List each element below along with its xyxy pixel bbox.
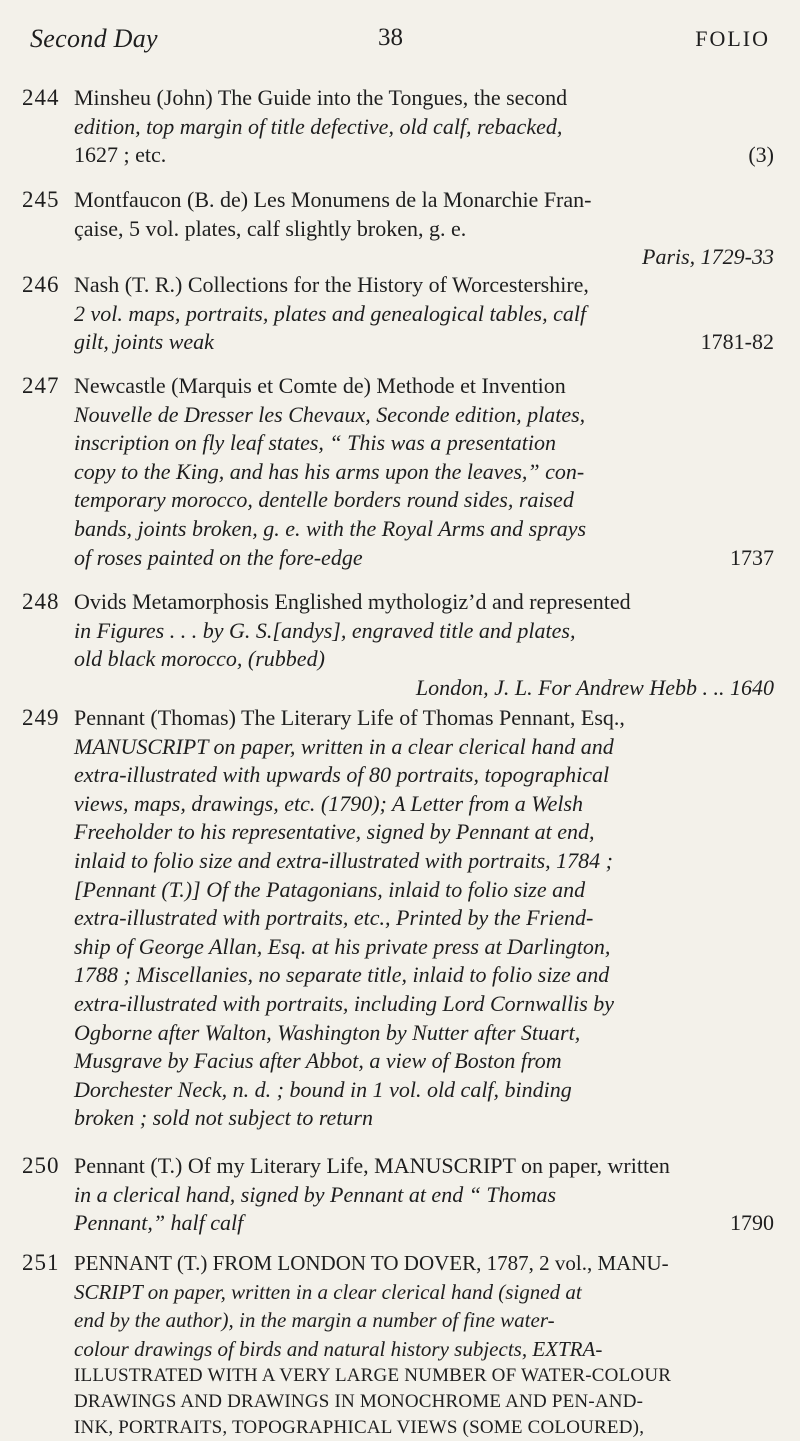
lot-line: in Figures . . . by G. S.[andys], engraved title and plates, [74,617,576,643]
lot-description [74,1152,774,1238]
lot-line: INK, PORTRAITS, TOPOGRAPHICAL VIEWS (SOME COLOURED), [74,1417,645,1439]
lot-line: colour drawings of birds and natural history subjects, EXTRA- [74,1336,603,1361]
lot-line: views, maps, drawings, etc. (1790); A Letter from a Welsh [74,790,584,816]
lot-line: SCRIPT on paper, written in a clear clerical hand (signed at [74,1279,582,1304]
lot-line: [Pennant (T.)] Of the Patagonians, inlaid to folio size and [74,876,586,902]
lot-date: 1781-82 [700,329,774,355]
lot-line [74,328,774,357]
lot-line: edition, top margin of title defective, old calf, rebacked, [74,113,563,139]
lot-line: temporary morocco, dentelle borders round sides, raised [74,487,574,513]
lot-line: DRAWINGS AND DRAWINGS IN MONOCHROME AND PEN-AND- [74,1391,644,1413]
lot-imprint: Paris, 1729-33 [642,244,774,270]
lot-number: 248 [22,589,60,614]
lot-number: 251 [22,1250,60,1275]
lot-number: 245 [22,187,60,212]
lot-line: Minsheu (John) The Guide into the Tongues, the second [74,85,568,110]
lot-number: 244 [22,85,60,110]
lot-line: broken ; sold not subject to return [74,1105,373,1131]
lot-line: in a clerical hand, signed by Pennant at end “ Thomas [74,1181,557,1207]
lot-line: 2 vol. maps, portraits, plates and genealogical tables, calf [74,300,587,326]
lot-description [74,84,774,170]
lot-line: end by the author), in the margin a number of fine water- [74,1308,555,1333]
lot-condition: Pennant,” half calf [74,1210,244,1236]
lot-line: Ovids Metamorphosis Englished mythologiz’d and represented [74,589,631,614]
lot-condition: gilt, joints weak [74,329,214,355]
lot-line: Nouvelle de Dresser les Chevaux, Seconde edition, plates, [74,401,586,427]
lot-line: inlaid to folio size and extra-illustrated with portraits, 1784 ; [74,847,614,873]
lot-number: 249 [22,705,60,730]
lot-line: extra-illustrated with upwards of 80 portraits, topographical [74,762,610,788]
lot-line [74,1209,774,1238]
lot-line [74,544,774,573]
lot-date: 1627 ; etc. [74,142,167,168]
lot-line: Musgrave by Facius after Abbot, a view of Boston from [74,1048,562,1074]
format-label: FOLIO [695,26,770,51]
lot-number: 246 [22,272,60,297]
lot-description [74,588,774,702]
lot-line: extra-illustrated with portraits, including Lord Cornwallis by [74,990,615,1016]
lot-date: 1737 [730,544,774,570]
running-title: Second Day [30,24,158,53]
lot-line: Pennant (Thomas) The Literary Life of Thomas Pennant, Esq., [74,705,625,730]
lot-line: copy to the King, and has his arms upon the leaves,” con- [74,458,585,484]
page-number: 38 [378,24,403,51]
lot-line: MANUSCRIPT on paper, written in a clear clerical hand and [74,733,614,759]
lot-line: çaise, 5 vol. plates, calf slightly broken, g. e. [74,215,467,241]
lot-line: bands, joints broken, g. e. with the Royal Arms and sprays [74,515,587,541]
lot-imprint: London, J. L. For Andrew Hebb . .. 1640 [415,674,774,700]
lot-description [74,271,774,357]
lot-quantity: (3) [748,142,774,168]
lot-line: Montfaucon (B. de) Les Monumens de la Monarchie Fran- [74,187,592,212]
lot-line: ship of George Allan, Esq. at his private press at Darlington, [74,933,611,959]
lot-line [74,141,774,170]
lot-condition: of roses painted on the fore-edge [74,544,363,570]
lot-line: inscription on fly leaf states, “ This was a presentation [74,430,556,456]
lot-date: 1790 [730,1210,774,1236]
lot-description [74,372,774,572]
lot-description [74,1249,774,1441]
lot-line: Freeholder to his representative, signed by Pennant at end, [74,819,595,845]
lot-number: 247 [22,373,60,398]
lot-line: Dorchester Neck, n. d. ; bound in 1 vol. old calf, binding [74,1076,572,1102]
lot-line: PENNANT (T.) FROM LONDON TO DOVER, 1787, 2 vol., MANU- [74,1251,669,1275]
lot-line: Nash (T. R.) Collections for the History of Worcestershire, [74,272,589,297]
page-header [30,24,770,64]
lot-description [74,186,774,272]
lot-line: Pennant (T.) Of my Literary Life, MANUSCRIPT on paper, written [74,1153,670,1178]
lot-line: extra-illustrated with portraits, etc., Printed by the Friend- [74,905,594,931]
lot-description [74,704,774,1133]
lot-line: ILLUSTRATED WITH A VERY LARGE NUMBER OF WATER-COLOUR [74,1365,672,1387]
lot-line: Ogborne after Walton, Washington by Nutter after Stuart, [74,1019,581,1045]
lot-line: 1788 ; Miscellanies, no separate title, inlaid to folio size and [74,962,610,988]
lot-line: Newcastle (Marquis et Comte de) Methode et Invention [74,373,566,398]
lot-line: old black morocco, (rubbed) [74,646,325,672]
lot-number: 250 [22,1153,60,1178]
